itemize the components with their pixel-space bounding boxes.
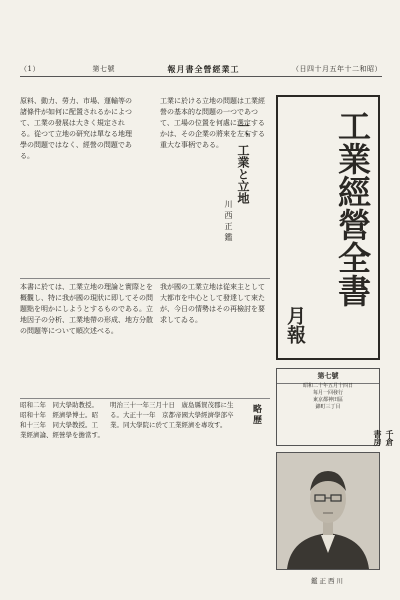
article-column: 我が國の工業立地は從來主として大都市を中心として發達して來たが、今日の情勢はその再檢討を要求してゐる。 <box>160 283 265 324</box>
biography-title: 略歷 <box>251 404 261 426</box>
masthead-subtitle: 月報 <box>284 306 306 344</box>
masthead-title: 工業經營全書 <box>333 109 372 307</box>
portrait-photo <box>277 453 379 569</box>
biography-text: 明治三十一年三月十日 廣島縣賀茂郡に生る。大正十一年 京都帝國大學經濟學部卒業。同大學院に於て工業經濟を專攻す。 <box>110 401 234 429</box>
article-title: 一、工業と立地 <box>236 120 250 204</box>
info-line: 東京都神田區 <box>312 397 343 403</box>
divider <box>20 278 270 279</box>
portrait-caption: 鑑正西川 <box>311 577 345 585</box>
article-column: 工業に於ける立地の問題は工業經營の基本的な問題の一つであつて、工場の位置を何處に選定するかは、その企業の將來を左右する重大な事柄である。 <box>160 97 265 149</box>
issue-info-lines <box>281 383 375 411</box>
article-column: 本書に於ては、工業立地の理論と實際とを概觀し、特に我が國の現狀に即してその問題點を明かにしようとするものである。立地因子の分析、工業地帶の形成、地方分散の問題等について順次述べる。 <box>20 283 153 335</box>
author-portrait <box>276 452 380 570</box>
issue-number: 第七號 <box>277 371 379 384</box>
article-author: 川西正鑑 <box>224 200 233 244</box>
publisher-name: 千倉書房 <box>373 430 395 446</box>
masthead <box>276 95 380 360</box>
page-number: （1） <box>20 65 40 73</box>
article-column: 原料、動力、勞力、市場、運輸等の諸條件が如何に配置されるかによつて、工業の發展は大きく規定される。從つて立地の研究は單なる地理學の問題ではなく、經營の問題である。 <box>20 97 132 160</box>
info-line: 每月一回發行 <box>312 390 343 396</box>
divider <box>20 398 270 399</box>
info-line: 錦町三丁目 <box>315 404 341 410</box>
page-header <box>20 62 382 77</box>
biography-text: 昭和二年 同大學助教授。昭和十年 經濟學博士。昭和十三年 同大學教授。工業經濟論、經營學を擔當す。 <box>20 401 104 439</box>
publication-name: 報月書全營經業工 <box>167 63 240 74</box>
issue-date: （日四十月五年十二和昭） <box>291 65 382 73</box>
issue-label: 第七號 <box>92 65 115 73</box>
info-line: 昭和二十年五月十四日 <box>302 383 353 389</box>
